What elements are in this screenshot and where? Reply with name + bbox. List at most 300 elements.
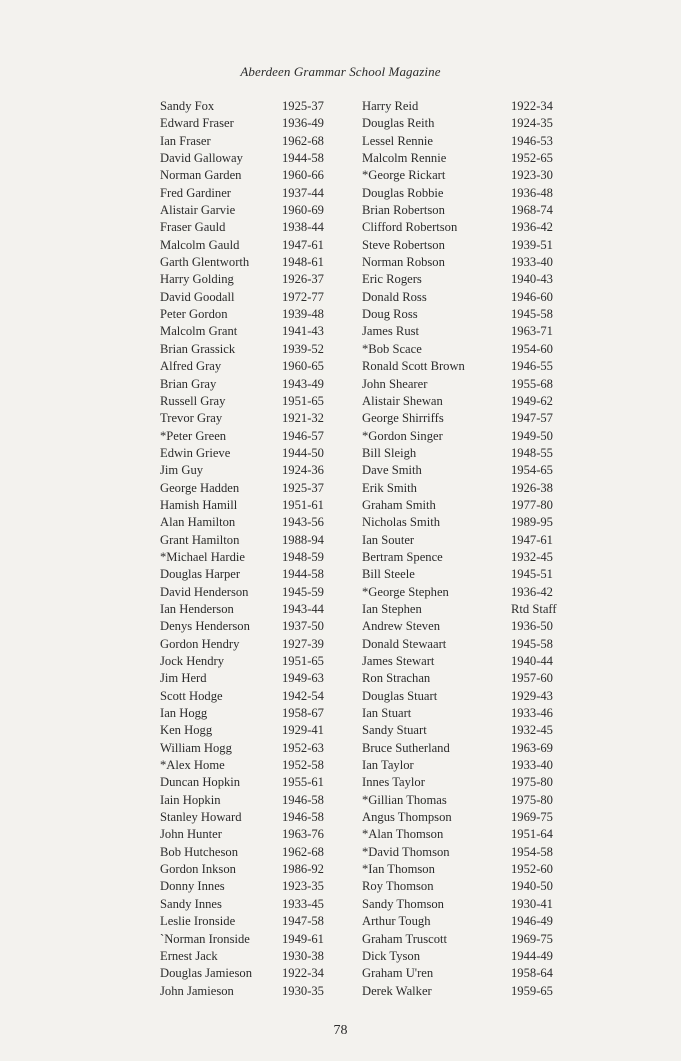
person-name: Ian Stuart (362, 706, 412, 721)
list-item (160, 549, 342, 566)
person-name: `Norman Ironside (160, 931, 250, 946)
list-item (160, 931, 342, 948)
person-name: Malcolm Gauld (160, 237, 240, 252)
person-name: Sandy Innes (160, 896, 222, 911)
list-item (362, 219, 571, 236)
attendance-years: 1942-54 (282, 688, 324, 703)
person-name: Iain Hopkin (160, 792, 221, 807)
attendance-years: Rtd Staff (511, 601, 557, 616)
attendance-years: 1947-61 (282, 237, 324, 252)
list-item (362, 913, 571, 930)
person-name: Scott Hodge (160, 688, 223, 703)
list-item (362, 532, 571, 549)
attendance-years: 1952-63 (282, 740, 324, 755)
person-name: Roy Thomson (362, 879, 434, 894)
person-name: Fred Gardiner (160, 185, 231, 200)
person-name: Douglas Robbie (362, 185, 444, 200)
person-name: Derek Walker (362, 983, 432, 998)
attendance-years: 1943-49 (282, 376, 324, 391)
list-item (362, 202, 571, 219)
list-item (160, 410, 342, 427)
attendance-years: 1954-58 (511, 844, 553, 859)
list-item (160, 98, 342, 115)
list-item (362, 809, 571, 826)
person-name: Ronald Scott Brown (362, 359, 465, 374)
person-name: Norman Robson (362, 255, 445, 270)
person-name: *Alan Thomson (362, 827, 444, 842)
attendance-years: 1977-80 (511, 497, 553, 512)
attendance-years: 1922-34 (511, 99, 553, 113)
list-item (362, 584, 571, 601)
attendance-years: 1939-51 (511, 237, 553, 252)
list-item (362, 931, 571, 948)
person-name: Bill Sleigh (362, 445, 417, 460)
list-item (160, 618, 342, 635)
attendance-years: 1932-45 (511, 549, 553, 564)
person-name: Alfred Gray (160, 359, 222, 374)
list-item (160, 532, 342, 549)
list-item (362, 965, 571, 982)
attendance-years: 1986-92 (282, 862, 324, 877)
list-item (160, 913, 342, 930)
attendance-years: 1946-49 (511, 914, 553, 929)
attendance-years: 1939-48 (282, 307, 324, 322)
person-name: Ron Strachan (362, 671, 431, 686)
attendance-years: 1949-62 (511, 393, 553, 408)
attendance-years: 1922-34 (282, 966, 324, 981)
attendance-years: 1933-46 (511, 706, 553, 721)
attendance-years: 1969-75 (511, 810, 553, 825)
attendance-years: 1936-49 (282, 116, 324, 131)
attendance-years: 1944-49 (511, 948, 553, 963)
person-name: George Hadden (160, 480, 240, 495)
attendance-years: 1945-59 (282, 584, 324, 599)
list-item (160, 584, 342, 601)
attendance-years: 1958-64 (511, 966, 553, 981)
attendance-years: 1946-60 (511, 289, 553, 304)
person-name: *Gillian Thomas (362, 792, 447, 807)
list-item (362, 167, 571, 184)
person-name: James Rust (362, 324, 420, 339)
person-name: Norman Garden (160, 168, 242, 183)
person-name: Denys Henderson (160, 619, 250, 634)
list-item (160, 323, 342, 340)
list-item (362, 983, 571, 1000)
list-item (160, 167, 342, 184)
list-item (160, 774, 342, 791)
list-item (160, 653, 342, 670)
attendance-years: 1936-42 (511, 220, 553, 235)
attendance-years: 1923-35 (282, 879, 324, 894)
attendance-years: 1949-50 (511, 428, 553, 443)
person-name: John Jamieson (160, 983, 234, 998)
list-item (362, 237, 571, 254)
list-item (362, 948, 571, 965)
list-item (362, 514, 571, 531)
list-item (362, 358, 571, 375)
list-item (362, 774, 571, 791)
right-column-list (362, 98, 571, 1000)
attendance-years: 1963-71 (511, 324, 553, 339)
list-item (362, 740, 571, 757)
list-item (160, 306, 342, 323)
list-item (362, 133, 571, 150)
person-name: Brian Grassick (160, 341, 236, 356)
attendance-years: 1936-50 (511, 619, 553, 634)
list-item (160, 133, 342, 150)
list-item (160, 792, 342, 809)
attendance-years: 1988-94 (282, 532, 324, 547)
person-name: Grant Hamilton (160, 532, 240, 547)
person-name: David Henderson (160, 584, 249, 599)
list-item (362, 722, 571, 739)
attendance-years: 1957-60 (511, 671, 553, 686)
left-column-list (160, 98, 342, 1000)
attendance-years: 1960-66 (282, 168, 324, 183)
person-name: Duncan Hopkin (160, 775, 241, 790)
attendance-years: 1963-69 (511, 740, 553, 755)
person-name: Ian Taylor (362, 758, 414, 773)
list-item (362, 792, 571, 809)
attendance-years: 1937-50 (282, 619, 324, 634)
attendance-years: 1936-42 (511, 584, 553, 599)
person-name: Brian Gray (160, 376, 217, 391)
person-name: *Peter Green (160, 428, 227, 443)
list-item (362, 705, 571, 722)
attendance-years: 1975-80 (511, 775, 553, 790)
person-name: Stanley Howard (160, 810, 242, 825)
list-item (362, 757, 571, 774)
attendance-years: 1948-61 (282, 255, 324, 270)
list-item (160, 115, 342, 132)
attendance-years: 1968-74 (511, 203, 553, 218)
list-item (362, 878, 571, 895)
attendance-years: 1940-50 (511, 879, 553, 894)
person-name: Peter Gordon (160, 307, 228, 322)
list-item (160, 428, 342, 445)
list-item (160, 896, 342, 913)
list-item (160, 826, 342, 843)
list-item (160, 983, 342, 1000)
list-item (160, 636, 342, 653)
attendance-years: 1948-59 (282, 549, 324, 564)
person-name: David Goodall (160, 289, 235, 304)
list-item (362, 618, 571, 635)
list-item (160, 809, 342, 826)
attendance-years: 1932-45 (511, 723, 553, 738)
person-name: Gordon Inkson (160, 862, 236, 877)
list-item (362, 653, 571, 670)
person-name: Ian Henderson (160, 601, 234, 616)
list-item (362, 115, 571, 132)
attendance-years: 1972-77 (282, 289, 324, 304)
attendance-years: 1945-58 (511, 307, 553, 322)
attendance-years: 1960-65 (282, 359, 324, 374)
attendance-years: 1923-30 (511, 168, 553, 183)
person-name: Graham U'ren (362, 966, 434, 981)
list-item (160, 185, 342, 202)
attendance-years: 1959-65 (511, 983, 553, 998)
list-item (362, 670, 571, 687)
attendance-years: 1951-65 (282, 393, 324, 408)
list-item (160, 219, 342, 236)
attendance-years: 1946-58 (282, 792, 324, 807)
list-item (160, 358, 342, 375)
person-name: Erik Smith (362, 480, 417, 495)
list-item (160, 254, 342, 271)
person-name: Graham Truscott (362, 931, 448, 946)
person-name: Steve Robertson (362, 237, 445, 252)
attendance-years: 1945-58 (511, 636, 553, 651)
list-item (362, 289, 571, 306)
person-name: Ian Fraser (160, 133, 211, 148)
person-name: Ian Souter (362, 532, 415, 547)
attendance-years: 1925-37 (282, 480, 324, 495)
attendance-years: 1943-44 (282, 601, 324, 616)
list-item (362, 376, 571, 393)
person-name: Jim Herd (160, 671, 207, 686)
person-name: John Hunter (160, 827, 222, 842)
person-name: Dick Tyson (362, 948, 421, 963)
person-name: Eric Rogers (362, 272, 422, 287)
attendance-years: 1951-64 (511, 827, 553, 842)
person-name: Ian Hogg (160, 706, 208, 721)
attendance-years: 1926-38 (511, 480, 553, 495)
list-item (362, 393, 571, 410)
list-item (160, 670, 342, 687)
list-item (160, 722, 342, 739)
attendance-years: 1946-53 (511, 133, 553, 148)
attendance-years: 1989-95 (511, 515, 553, 530)
attendance-years: 1946-58 (282, 810, 324, 825)
list-item (362, 497, 571, 514)
person-name: Garth Glentworth (160, 255, 250, 270)
list-item (160, 705, 342, 722)
list-item (160, 376, 342, 393)
person-name: Trevor Gray (160, 411, 223, 426)
person-name: George Shirriffs (362, 411, 444, 426)
list-item (362, 861, 571, 878)
attendance-years: 1933-40 (511, 255, 553, 270)
list-item (362, 601, 571, 618)
list-item (362, 480, 571, 497)
attendance-years: 1929-43 (511, 688, 553, 703)
attendance-years: 1969-75 (511, 931, 553, 946)
person-name: Doug Ross (362, 307, 418, 322)
attendance-years: 1954-60 (511, 341, 553, 356)
attendance-years: 1941-43 (282, 324, 324, 339)
person-name: *George Rickart (362, 168, 446, 183)
person-name: Andrew Steven (362, 619, 440, 634)
person-name: Donald Ross (362, 289, 427, 304)
attendance-years: 1952-58 (282, 758, 324, 773)
person-name: Harry Reid (362, 99, 419, 113)
list-item (362, 549, 571, 566)
attendance-years: 1940-44 (511, 654, 553, 668)
person-name: Dave Smith (362, 463, 422, 478)
list-item (160, 480, 342, 497)
person-name: Alan Hamilton (160, 515, 236, 530)
attendance-years: 1933-40 (511, 758, 553, 773)
attendance-years: 1949-61 (282, 931, 324, 946)
attendance-years: 1944-58 (282, 567, 324, 582)
list-item (160, 150, 342, 167)
list-item (362, 341, 571, 358)
person-name: Bill Steele (362, 567, 415, 582)
list-item (362, 445, 571, 462)
person-name: David Galloway (160, 151, 243, 166)
list-item (362, 428, 571, 445)
list-item (160, 497, 342, 514)
attendance-years: 1954-65 (511, 463, 553, 478)
list-item (160, 202, 342, 219)
person-name: Innes Taylor (362, 775, 425, 790)
person-name: Nicholas Smith (362, 515, 441, 530)
list-item (362, 323, 571, 340)
attendance-years: 1952-65 (511, 151, 553, 166)
list-item (362, 896, 571, 913)
person-name: Lessel Rennie (362, 133, 433, 148)
attendance-years: 1962-68 (282, 133, 324, 148)
person-name: Bob Hutcheson (160, 844, 239, 859)
person-name: Douglas Reith (362, 116, 435, 131)
attendance-years: 1930-38 (282, 948, 324, 963)
attendance-years: 1955-61 (282, 775, 324, 790)
list-item (160, 878, 342, 895)
attendance-years: 1944-58 (282, 151, 324, 166)
page-header: Aberdeen Grammar School Magazine (240, 64, 441, 79)
person-name: Russell Gray (160, 393, 226, 408)
attendance-years: 1958-67 (282, 706, 324, 721)
person-name: Clifford Robertson (362, 220, 458, 235)
list-item (160, 601, 342, 618)
person-name: *Michael Hardie (160, 549, 245, 564)
attendance-years: 1936-48 (511, 185, 553, 200)
person-name: *Ian Thomson (362, 862, 435, 877)
list-item (160, 445, 342, 462)
attendance-years: 1921-32 (282, 411, 324, 426)
person-name: Ernest Jack (160, 948, 218, 963)
person-name: *Alex Home (160, 758, 225, 773)
person-name: Malcolm Rennie (362, 151, 447, 166)
person-name: *George Stephen (362, 584, 449, 599)
attendance-years: 1926-37 (282, 272, 324, 287)
person-name: Angus Thompson (362, 810, 452, 825)
list-item (362, 271, 571, 288)
attendance-years: 1940-43 (511, 272, 553, 287)
person-name: Douglas Stuart (362, 688, 438, 703)
person-name: Donald Stewaart (362, 636, 447, 651)
attendance-years: 1930-41 (511, 896, 553, 911)
list-item (160, 341, 342, 358)
person-name: Douglas Jamieson (160, 966, 252, 981)
attendance-years: 1947-61 (511, 532, 553, 547)
attendance-years: 1924-35 (511, 116, 553, 131)
attendance-years: 1946-55 (511, 359, 553, 374)
person-name: Edward Fraser (160, 116, 234, 131)
list-item (362, 306, 571, 323)
list-item (362, 98, 571, 115)
person-name: Alistair Garvie (160, 203, 236, 218)
attendance-years: 1951-65 (282, 654, 324, 668)
attendance-years: 1948-55 (511, 445, 553, 460)
list-item (160, 688, 342, 705)
attendance-years: 1951-61 (282, 497, 324, 512)
person-name: Edwin Grieve (160, 445, 231, 460)
person-name: *David Thomson (362, 844, 450, 859)
person-name: William Hogg (160, 740, 232, 755)
person-name: Ken Hogg (160, 723, 213, 738)
list-item (160, 393, 342, 410)
person-name: John Shearer (362, 376, 428, 391)
person-name: Hamish Hamill (160, 497, 238, 512)
person-name: Ian Stephen (362, 601, 422, 616)
person-name: Brian Robertson (362, 203, 445, 218)
attendance-years: 1946-57 (282, 428, 324, 443)
person-name: Jock Hendry (160, 654, 225, 668)
list-item (160, 861, 342, 878)
list-item (362, 150, 571, 167)
attendance-years: 1939-52 (282, 341, 324, 356)
person-name: Donny Innes (160, 879, 225, 894)
person-name: Graham Smith (362, 497, 436, 512)
attendance-years: 1960-69 (282, 203, 324, 218)
list-item (362, 688, 571, 705)
list-item (160, 740, 342, 757)
attendance-years: 1933-45 (282, 896, 324, 911)
attendance-years: 1944-50 (282, 445, 324, 460)
attendance-years: 1947-58 (282, 914, 324, 929)
person-name: *Gordon Singer (362, 428, 443, 443)
attendance-years: 1945-51 (511, 567, 553, 582)
person-name: Sandy Fox (160, 99, 215, 113)
attendance-years: 1938-44 (282, 220, 324, 235)
person-name: Harry Golding (160, 272, 234, 287)
list-item (362, 566, 571, 583)
person-name: Arthur Tough (362, 914, 431, 929)
attendance-years: 1963-76 (282, 827, 324, 842)
list-item (160, 237, 342, 254)
attendance-years: 1929-41 (282, 723, 324, 738)
list-item (160, 965, 342, 982)
attendance-years: 1955-68 (511, 376, 553, 391)
list-item (160, 289, 342, 306)
list-item (160, 271, 342, 288)
attendance-years: 1925-37 (282, 99, 324, 113)
person-name: Jim Guy (160, 463, 204, 478)
list-item (160, 462, 342, 479)
list-item (362, 462, 571, 479)
person-name: Sandy Stuart (362, 723, 427, 738)
list-item (362, 185, 571, 202)
person-name: Leslie Ironside (160, 914, 236, 929)
person-name: Malcolm Grant (160, 324, 238, 339)
attendance-years: 1924-36 (282, 463, 324, 478)
person-name: Bruce Sutherland (362, 740, 450, 755)
attendance-years: 1943-56 (282, 515, 324, 530)
person-name: Bertram Spence (362, 549, 443, 564)
list-item (160, 566, 342, 583)
attendance-years: 1952-60 (511, 862, 553, 877)
person-name: James Stewart (362, 654, 435, 668)
person-name: Gordon Hendry (160, 636, 240, 651)
person-name: Alistair Shewan (362, 393, 443, 408)
person-name: Fraser Gauld (160, 220, 226, 235)
person-name: Sandy Thomson (362, 896, 444, 911)
attendance-years: 1937-44 (282, 185, 324, 200)
list-item (362, 410, 571, 427)
attendance-years: 1949-63 (282, 671, 324, 686)
